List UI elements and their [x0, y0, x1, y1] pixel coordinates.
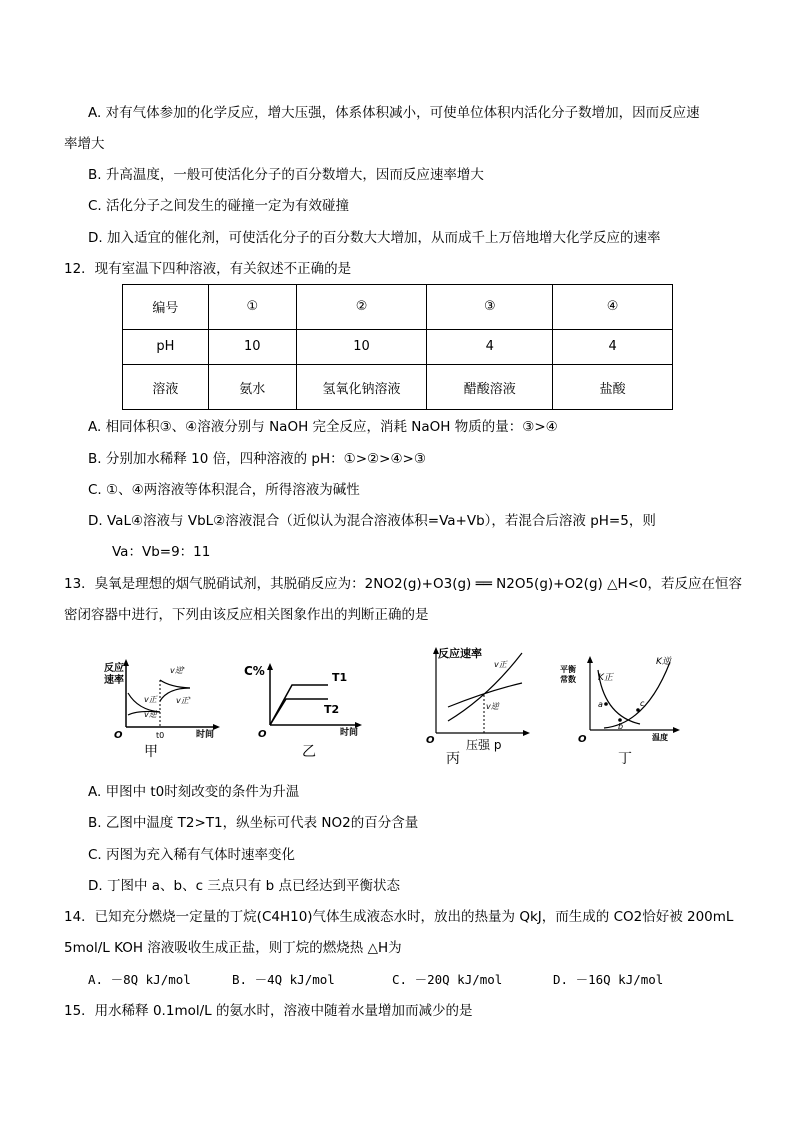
q14-option-a: A. －8Q kJ/mol	[88, 972, 191, 987]
ding-ylabel-2: 常数	[560, 675, 576, 684]
ding-point-a: a	[598, 700, 603, 709]
table-cell: 溶液	[123, 365, 209, 410]
table-row-ph	[123, 329, 673, 365]
ding-point-b: b	[618, 722, 624, 731]
table-cell: 盐酸	[553, 365, 673, 410]
q11-option-a-line1: A. 对有气体参加的化学反应，增大压强，体系体积减小，可使单位体积内活化分子数增加，因而反应速	[88, 105, 700, 121]
q12-stem: 12．现有室温下四种溶液，有关叙述不正确的是	[64, 261, 352, 277]
q12-option-d-line1: D. VaL④溶液与 VbL②溶液混合（近似认为混合溶液体积=Va+Vb），若混合后溶液 pH=5，则	[88, 513, 656, 529]
yi-ylabel: C%	[244, 664, 265, 678]
bing-v-ni: v逆	[486, 702, 499, 711]
jia-v-zheng-prime: v正'	[176, 696, 191, 705]
ding-point-c: c	[640, 699, 645, 708]
q15-stem: 15．用水稀释 0.1mol/L 的氨水时，溶液中随着水量增加而减少的是	[64, 1003, 473, 1019]
jia-v-zheng: v正	[144, 695, 157, 704]
q12-solution-table	[122, 284, 673, 410]
q13-stem-line2: 密闭容器中进行，下列由该反应相关图象作出的判断正确的是	[64, 607, 429, 623]
jia-v-ni: v逆	[144, 710, 157, 719]
yi-t1: T1	[332, 671, 348, 684]
q14-option-d: D. －16Q kJ/mol	[553, 972, 664, 987]
q14-option-b: B. －4Q kJ/mol	[232, 972, 335, 987]
table-row-solution	[123, 365, 673, 410]
figure-bing	[426, 643, 546, 768]
q11-option-a-line2: 率增大	[64, 136, 105, 152]
jia-ylabel-1: 反应	[104, 663, 124, 674]
table-cell: 醋酸溶液	[427, 365, 553, 410]
q14-stem-line1: 14．已知充分燃烧一定量的丁烷(C4H10)气体生成液态水时，放出的热量为 QkJ，而生成的 CO2恰好被 200mL	[64, 909, 734, 925]
q13-option-a: A. 甲图中 t0时刻改变的条件为升温	[88, 784, 300, 800]
jia-origin: O	[114, 730, 123, 741]
table-cell: 编号	[123, 285, 209, 330]
q11-option-c: C. 活化分子之间发生的碰撞一定为有效碰撞	[88, 198, 350, 214]
table-cell: 10	[208, 329, 296, 365]
bing-v-zheng: v正	[494, 660, 507, 669]
ding-ylabel-1: 平衡	[560, 665, 576, 674]
table-cell: ③	[427, 285, 553, 330]
ding-k-zheng: K正	[598, 673, 613, 683]
yi-t2: T2	[324, 703, 340, 716]
table-cell: 氨水	[208, 365, 296, 410]
q13-option-c: C. 丙图为充入稀有气体时速率变化	[88, 847, 296, 863]
bing-ylabel: 反应速率	[438, 647, 482, 660]
q14-stem-line2: 5mol/L KOH 溶液吸收生成正盐，则丁烷的燃烧热 △H为	[64, 940, 402, 956]
jia-v-ni-prime: v逆'	[170, 666, 185, 675]
table-cell: 4	[553, 329, 673, 365]
q12-option-d-line2: Va：Vb=9：11	[112, 544, 211, 560]
ding-caption: 丁	[618, 751, 632, 767]
q12-option-a: A. 相同体积③、④溶液分别与 NaOH 完全反应，消耗 NaOH 物质的量：③>④	[88, 419, 558, 435]
table-cell: ①	[208, 285, 296, 330]
q13-option-b: B. 乙图中温度 T2>T1，纵坐标可代表 NO2的百分含量	[88, 815, 419, 831]
figure-ding	[560, 650, 690, 768]
table-cell: pH	[123, 329, 209, 365]
q12-option-c: C. ①、④两溶液等体积混合，所得溶液为碱性	[88, 482, 360, 498]
jia-caption: 甲	[144, 744, 158, 760]
ding-k-ni: K逆	[656, 657, 671, 667]
q11-option-b: B. 升高温度，一般可使活化分子的百分数增大，因而反应速率增大	[88, 167, 484, 183]
table-cell: ④	[553, 285, 673, 330]
q13-option-d: D. 丁图中 a、b、c 三点只有 b 点已经达到平衡状态	[88, 878, 400, 894]
table-row-number	[123, 285, 673, 330]
bing-origin: O	[426, 735, 435, 746]
figure-yi	[240, 655, 370, 765]
bing-caption: 丙	[446, 751, 460, 767]
jia-t0: t0	[156, 731, 165, 740]
q11-option-d: D. 加入适宜的催化剂，可使活化分子的百分数大大增加，从而成千上万倍地增大化学反应的速率	[88, 230, 661, 246]
ding-origin: O	[578, 734, 587, 745]
jia-xlabel: 时间	[196, 730, 215, 740]
yi-origin: O	[258, 729, 267, 740]
q13-stem-line1: 13．臭氧是理想的烟气脱硝试剂，其脱硝反应为：2NO2(g)+O3(g) ══ N2O5(g)+O2(g) △H<0，若反应在恒容	[64, 576, 743, 592]
table-cell: 氢氧化钠溶液	[296, 365, 427, 410]
ding-xlabel: 温度	[652, 733, 668, 742]
bing-xlabel: 压强 p	[466, 738, 502, 752]
table-cell: 10	[296, 329, 427, 365]
table-cell: ②	[296, 285, 427, 330]
q14-option-c: C. －20Q kJ/mol	[392, 972, 503, 987]
jia-ylabel-2: 速率	[104, 675, 124, 686]
table-cell: 4	[427, 329, 553, 365]
q12-option-b: B. 分别加水稀释 10 倍，四种溶液的 pH：①>②>④>③	[88, 451, 426, 467]
figure-jia	[104, 655, 224, 765]
yi-xlabel: 时间	[340, 728, 359, 738]
yi-caption: 乙	[302, 744, 316, 760]
